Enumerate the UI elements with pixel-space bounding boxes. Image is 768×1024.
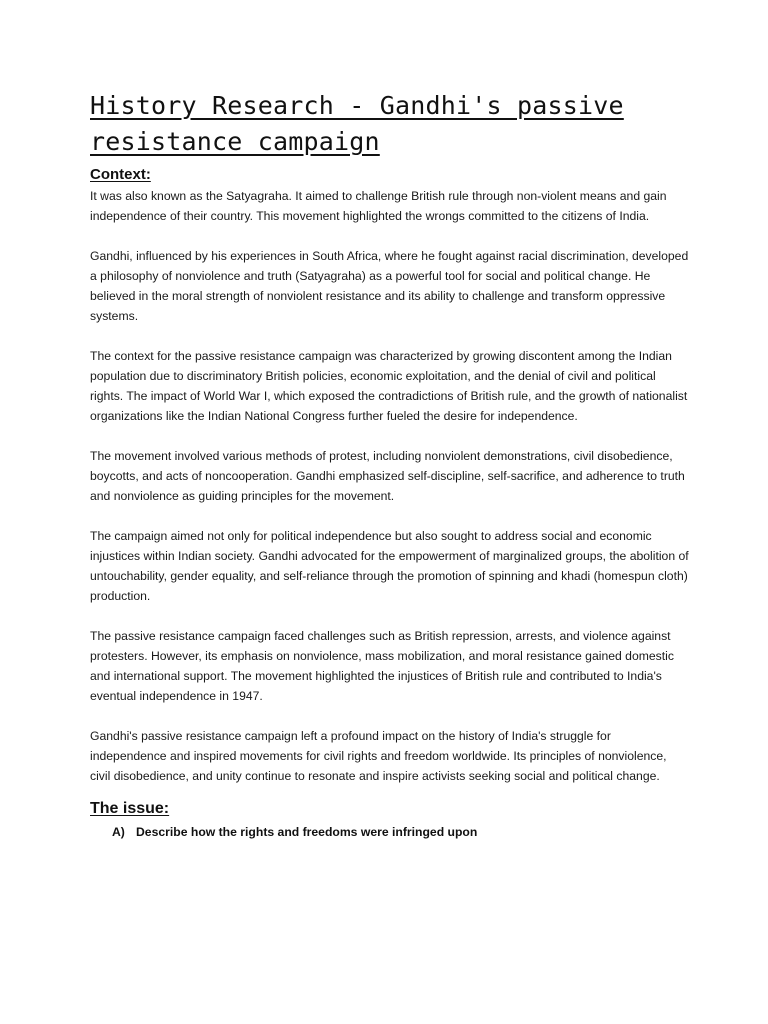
- list-marker: A): [112, 825, 125, 839]
- paragraph: Gandhi's passive resistance campaign left a profound impact on the history of India's struggle for independence and inspired movements for civil rights and freedom worldwide. Its principles of nonviolence, civil disobedience, and unity continue to resonate and inspire activists seeking social and political change.: [90, 729, 667, 783]
- document-title: History Research - Gandhi's passive resistance campaign: [90, 91, 624, 156]
- paragraph: The movement involved various methods of protest, including nonviolent demonstrations, civil disobedience, boycotts, and acts of noncooperation. Gandhi emphasized self-discipline, self-sacrifice, and adherence to truth and nonviolence as guiding principles for the movement.: [90, 449, 685, 503]
- issue-heading: The issue:: [90, 800, 170, 817]
- paragraph: It was also known as the Satyagraha. It aimed to challenge British rule through non-violent means and gain independence of their country. This movement highlighted the wrongs committed to the citizens of India.: [90, 189, 667, 223]
- document-page: [90, 88, 690, 842]
- issue-list-item: [90, 822, 690, 842]
- paragraph: Gandhi, influenced by his experiences in South Africa, where he fought against racial discrimination, developed a philosophy of nonviolence and truth (Satyagraha) as a powerful tool for social and political change. He believed in the moral strength of nonviolent resistance and its ability to challenge and transform oppressive systems.: [90, 249, 689, 323]
- context-heading: Context:: [90, 166, 151, 183]
- paragraph: The passive resistance campaign faced challenges such as British repression, arrests, and violence against protesters. However, its emphasis on nonviolence, mass mobilization, and moral resistance gained domestic and international support. The movement highlighted the injustices of British rule and contributed to India's eventual independence in 1947.: [90, 629, 674, 703]
- list-item-text: Describe how the rights and freedoms were infringed upon: [136, 825, 478, 839]
- paragraph: The context for the passive resistance campaign was characterized by growing discontent among the Indian population due to discriminatory British policies, economic exploitation, and the denial of civil and political rights. The impact of World War I, which exposed the contradictions of British rule, and the growth of nationalist organizations like the Indian National Congress further fueled the desire for independence.: [90, 349, 688, 423]
- paragraph: The campaign aimed not only for political independence but also sought to address social and economic injustices within Indian society. Gandhi advocated for the empowerment of marginalized groups, the abolition of untouchability, gender equality, and self-reliance through the promotion of spinning and khadi (homespun cloth) production.: [90, 529, 689, 603]
